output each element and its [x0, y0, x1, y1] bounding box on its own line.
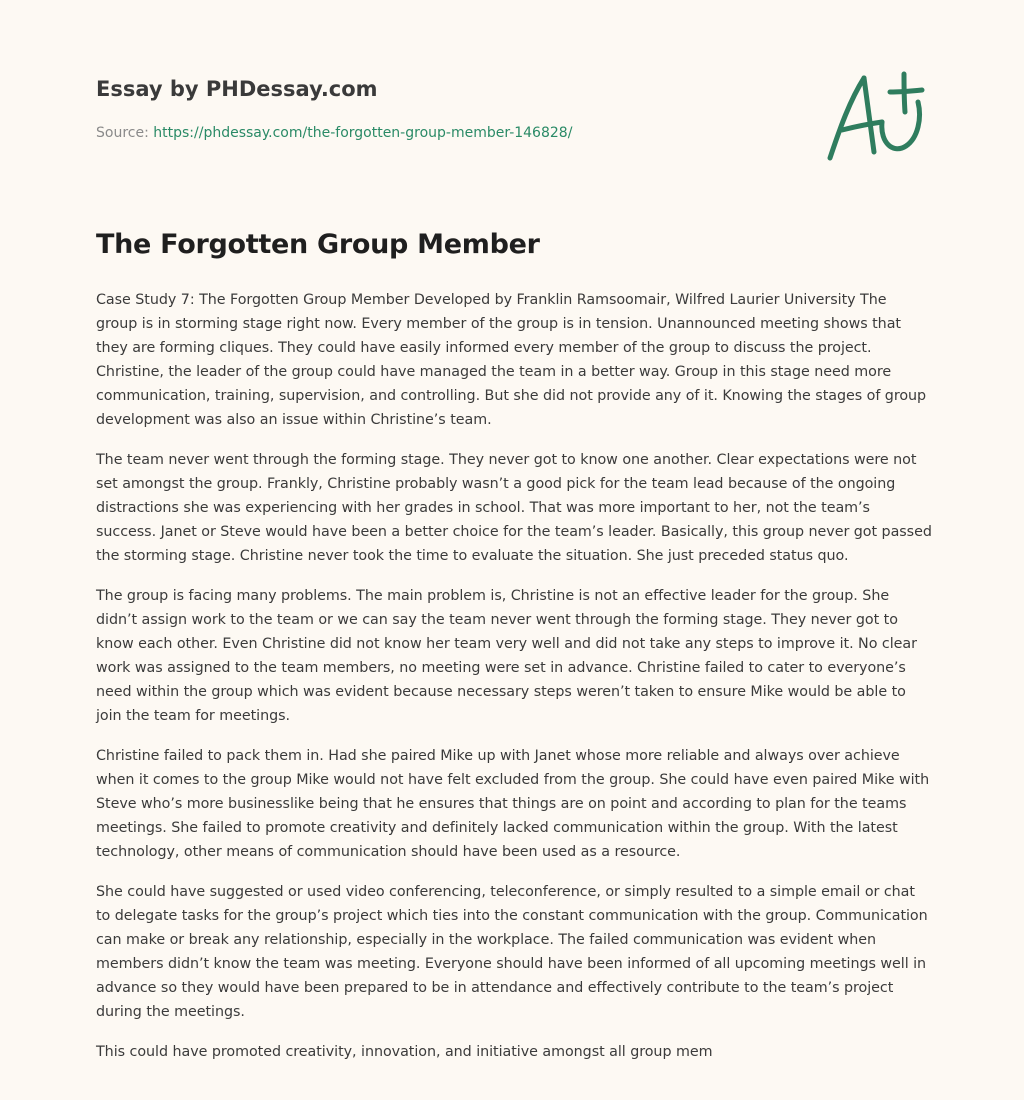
source-link[interactable]: https://phdessay.com/the-forgotten-group-member-146828/ [153, 125, 573, 141]
article-paragraph: The team never went through the forming stage. They never got to know one another. Clear expectations were not set amongst the group. Frankly, Christine probably wasn’t a good pick for the team lead because of the ongoing distractions she was experiencing with her grades in school. That was more important to her, not the team’s success. Janet or Steve would have been a better choice for the team’s leader. Basically, this group never got passed the storming stage. Christine never took the time to evaluate the situation. She just preceded status quo. [96, 452, 932, 564]
article-paragraph: Case Study 7: The Forgotten Group Member Developed by Franklin Ramsoomair, Wilfred Laurier University The group is in storming stage right now. Every member of the group is in tension. Unannounced meeting shows that they are forming cliques. They could have easily informed every member of the group to discuss the project. Christine, the leader of the group could have managed the team in a better way. Group in this stage need more communication, training, supervision, and controlling. But she did not provide any of it. Knowing the stages of group development was also an issue within Christine’s team. [96, 292, 927, 428]
article-paragraph: Christine failed to pack them in. Had she paired Mike up with Janet whose more reliable and always over achieve when it comes to the group Mike would not have felt excluded from the group. She could have even paired Mike with Steve who’s more businesslike being that he ensures that things are on point and according to plan for the teams meetings. She failed to promote creativity and definitely lacked communication within the group. With the latest technology, other means of communication should have been used as a resource. [96, 748, 930, 860]
page-header [96, 74, 796, 143]
article-paragraph: She could have suggested or used video conferencing, teleconference, or simply resulted to a simple email or chat to delegate tasks for the group’s project which ties into the constant communication with the group. Communication can make or break any relationship, especially in the workplace. The failed communication was evident when members didn’t know the team was meeting. Everyone should have been informed of all upcoming meetings well in advance so they would have been prepared to be in attendance and effectively contribute to the team’s project during the meetings. [96, 884, 928, 1020]
source-label: Source: [96, 125, 149, 141]
source-line [96, 123, 796, 143]
article-title: The Forgotten Group Member [96, 229, 540, 260]
article-paragraph: This could have promoted creativity, innovation, and initiative amongst all group mem [96, 1044, 713, 1060]
article-paragraph: The group is facing many problems. The main problem is, Christine is not an effective leader for the group. She didn’t assign work to the team or we can say the team never went through the forming stage. They never got to know each other. Even Christine did not know her team very well and did not take any steps to improve it. No clear work was assigned to the team members, no meeting were set in advance. Christine failed to cater to everyone’s need within the group which was evident because necessary steps weren’t taken to ensure Mike would be able to join the team for meetings. [96, 588, 917, 724]
article [96, 222, 932, 1080]
site-title: Essay by PHDessay.com [96, 77, 378, 101]
a-plus-logo-icon [820, 66, 932, 166]
